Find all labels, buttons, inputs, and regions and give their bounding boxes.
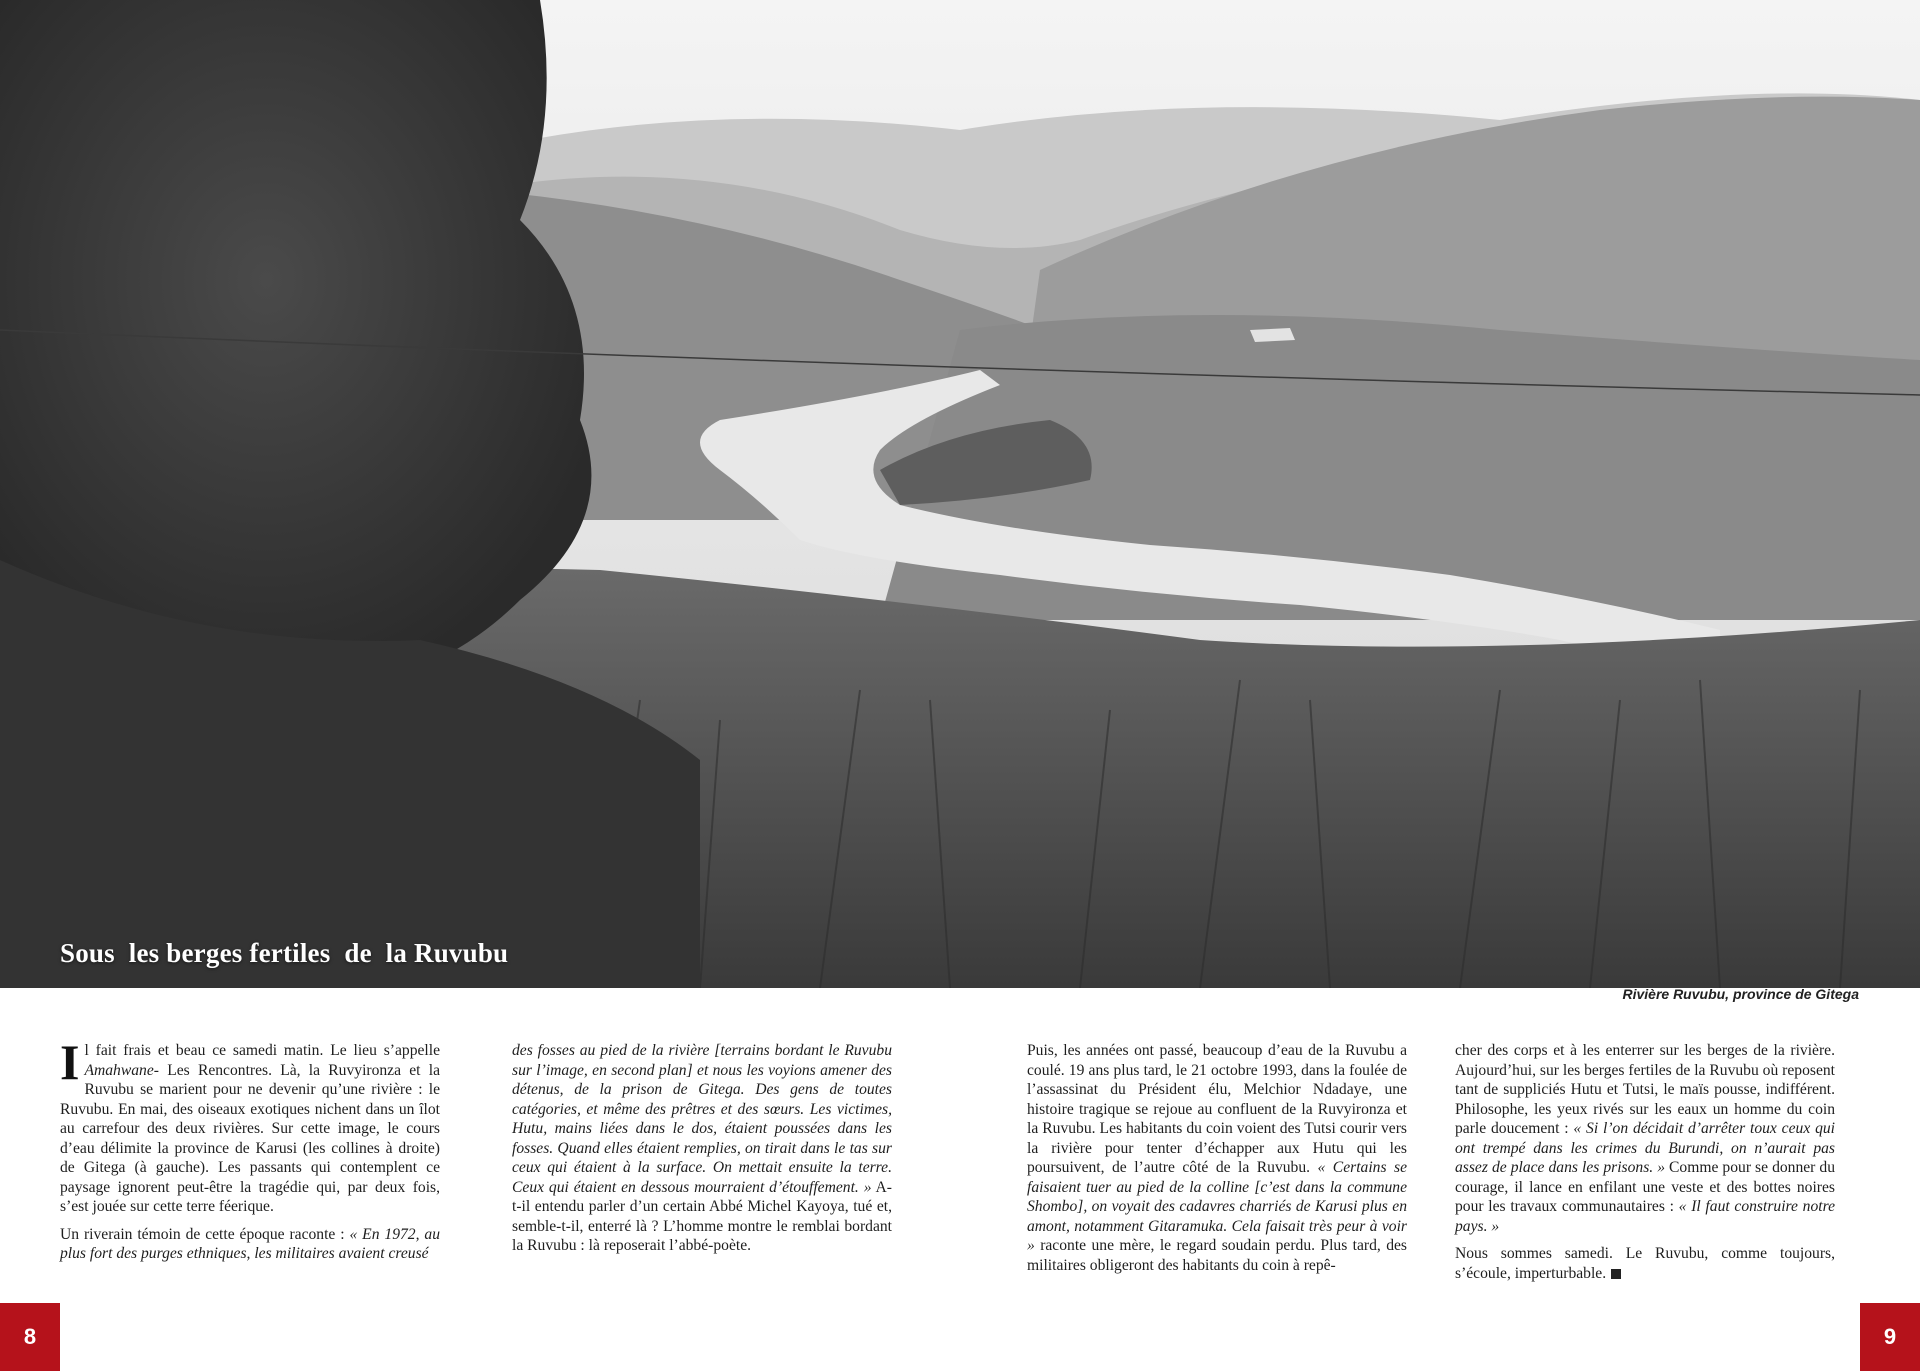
end-of-article-square-icon [1611,1269,1621,1279]
paragraph: Nous sommes samedi. Le Ruvubu, comme toujours, s’écoule, imperturbable. [1455,1245,1835,1282]
text-column-2 [512,1041,892,1264]
drop-cap: I [60,1034,80,1090]
paragraph: des fosses au pied de la rivière [terrains bordant le Ruvubu sur l’image, en second plan] et nous les voyions amener des détenus, de la prison de Gitega. Des gens de toutes catégories, et même des prêtres et des sœurs. Les victimes, Hutu, mains liées dans le dos, étaient poussées dans les fosses. Quand elles étaient remplies, on tirait dans le tas sur ceux qui étaient à la surface. On mettait ensuite la terre. Ceux qui étaient en dessous mourraient d’étouffement. » A-t-il entendu parler d’un certain Abbé Michel Kayoya, tué et, semble-t-il, enterré là ? L’homme montre le remblai bordant la Ruvubu : là reposerait l’abbé-poète. [512,1042,892,1254]
text-column-1 [60,1034,440,1272]
photo-caption: Rivière Ruvubu, province de Gitega [1622,986,1859,1002]
paragraph: Un riverain témoin de cette époque raconte : « En 1972, au plus fort des purges ethniques, les militaires avaient creusé [60,1225,440,1262]
text-column-4 [1455,1041,1835,1291]
paragraph: cher des corps et à les enterrer sur les berges de la rivière. Aujourd’hui, sur les berges fertiles de la Ruvubu où reposent tant de suppliciés Hutu et Tutsi, le maïs pousse, indifférent. Philosophe, les yeux rivés sur les eaux un homme du coin parle doucement : « Si l’on décidait d’arrêter toux ceux qui ont trempé dans les crimes du Burundi, on n’aurait pas assez de place dans les prisons. » Comme pour se donner du courage, il lance en enfilant une veste et des bottes noires pour les travaux communautaires : « Il faut construire notre pays. » [1455,1042,1835,1235]
paragraph: Puis, les années ont passé, beaucoup d’eau de la Ruvubu a coulé. 19 ans plus tard, le 21 octobre 1993, dans la foulée de l’assassinat du Président élu, Melchior Ndadaye, une histoire tragique se rejoue au confluent de la Ruvyironza et la Ruvubu. Les habitants du coin voient des Tutsi courir vers la rivière pour tenter d’échapper aux Hutu qui les poursuivent, de l’autre côté de la Ruvubu. « Certains se faisaient tuer au pied de la colline [c’est dans la commune Shombo], on voyait des cadavres charriés de Karusi plus en amont, notamment Gitaramuka. Cela faisait très peur à voir » raconte une mère, le regard soudain perdu. Plus tard, des militaires obligeront des habitants du coin à repê- [1027,1042,1407,1274]
page-number-left: 8 [0,1303,60,1371]
page-number-right: 9 [1860,1303,1920,1371]
text-column-3 [1027,1041,1407,1283]
paragraph: Il fait frais et beau ce samedi matin. Le lieu s’appelle Amahwane- Les Rencontres. Là, la Ruvyironza et la Ruvubu se marient pour ne devenir qu’une rivière : le Ruvubu. En mai, des oiseaux exotiques nichent dans un îlot au carrefour des deux rivières. Sur cette image, le cours d’eau délimite la province de Karusi (les collines à droite) de Gitega (à gauche). Les passants qui contemplent ce paysage ignorent peut-être la tragédie qui, par deux fois, s’est jouée sur cette terre féerique. [60,1034,440,1215]
article-headline: Sous les berges fertiles de la Ruvubu [60,938,509,968]
